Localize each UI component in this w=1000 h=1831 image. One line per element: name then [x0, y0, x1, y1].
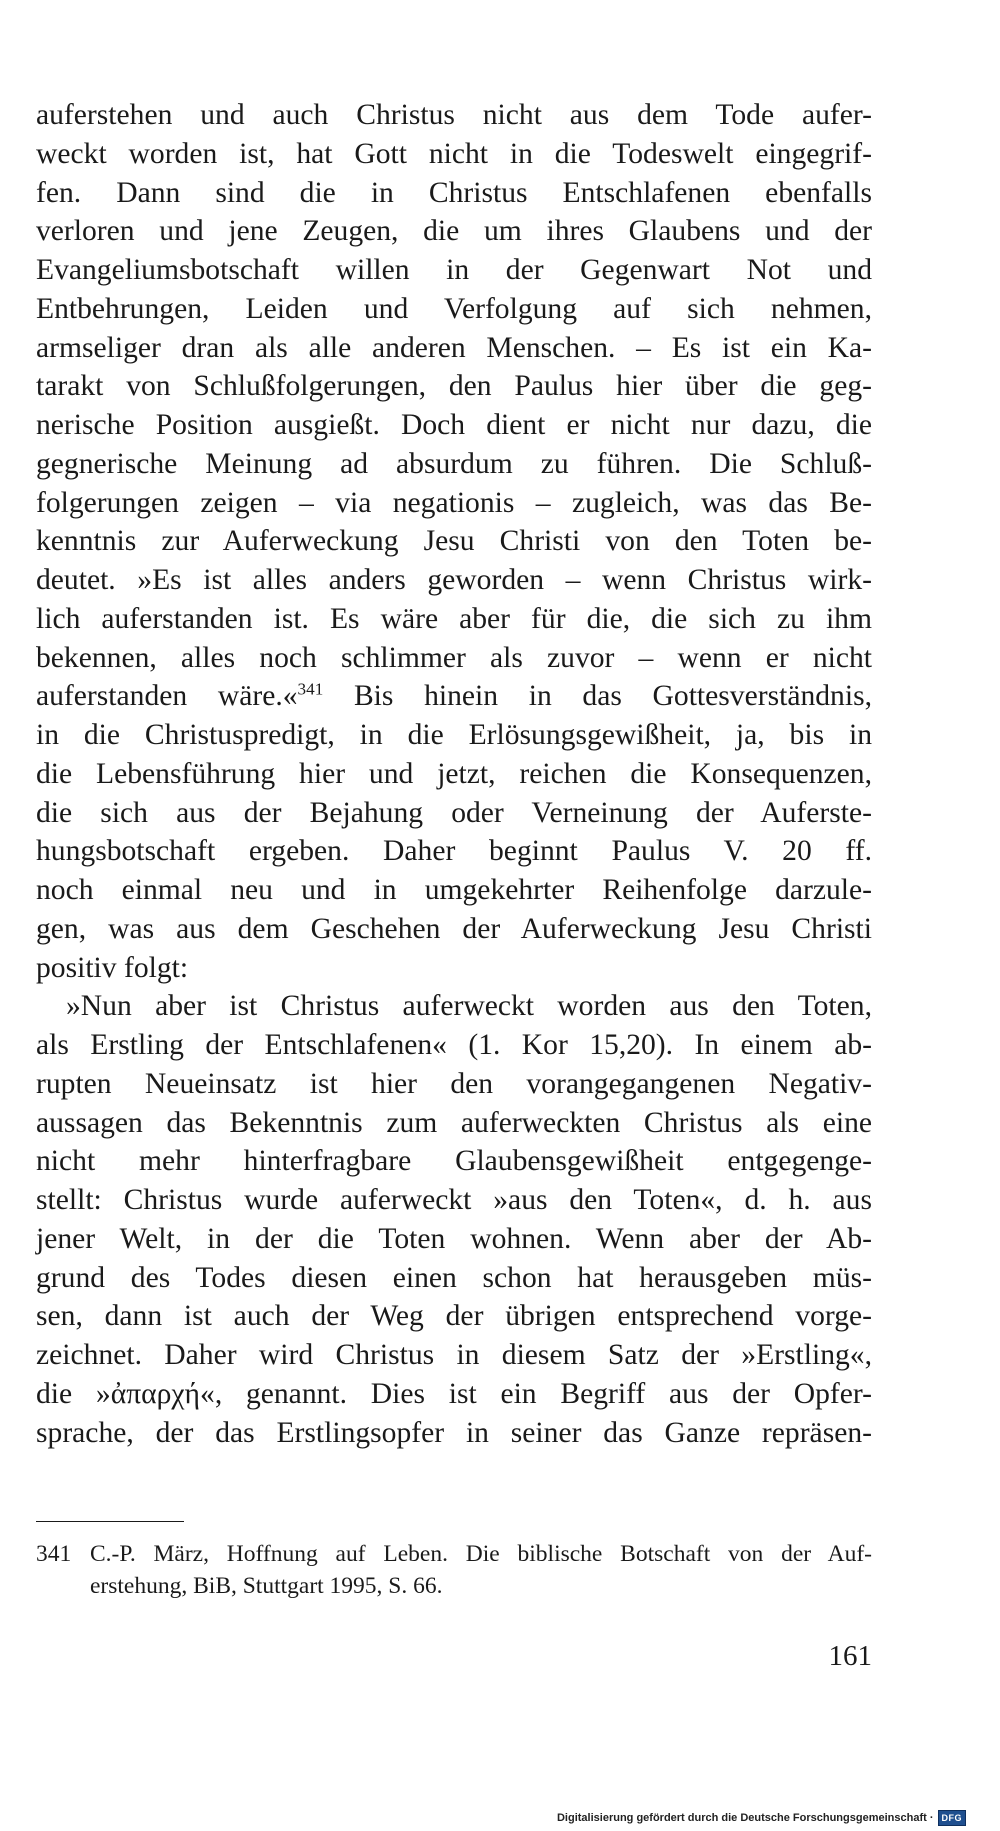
text-line: folgerungen zeigen – via negationis – zugleich, was das Be-: [36, 486, 872, 519]
text-line: nicht mehr hinterfragbare Glaubensgewißheit entgegenge-: [36, 1145, 872, 1178]
dfg-logo-icon: DFG: [938, 1810, 967, 1826]
text-line: fen. Dann sind die in Christus Entschlafenen ebenfalls: [36, 176, 872, 209]
text-line: Evangeliumsbotschaft willen in der Gegenwart Not und: [36, 254, 872, 286]
footnote: [36, 1538, 872, 1602]
text-line: hungsbotschaft ergeben. Daher beginnt Paulus V. 20 ff.: [36, 835, 872, 868]
text-line: aussagen das Bekenntnis zum auferweckten Christus als eine: [36, 1106, 872, 1139]
text-line: armseliger dran als alle anderen Menschen. – Es ist ein Ka-: [36, 331, 872, 364]
text-line-with-footnote-ref: [36, 677, 872, 716]
text-line: verloren und jene Zeugen, die um ihres Glaubens und der: [36, 215, 872, 248]
text-line: Entbehrungen, Leiden und Verfolgung auf sich nehmen,: [36, 292, 872, 325]
text-fragment: Bis hinein in das Gottesverständnis,: [323, 680, 872, 713]
digitization-credit: [557, 1809, 966, 1827]
text-line: noch einmal neu und in umgekehrter Reihenfolge darzule-: [36, 874, 872, 906]
text-line: zeichnet. Daher wird Christus in diesem Satz der »Erstling«,: [36, 1339, 872, 1371]
page-number: 161: [828, 1640, 872, 1672]
text-line: kenntnis zur Auferweckung Jesu Christi von den Toten be-: [36, 525, 872, 558]
text-line: jener Welt, in der die Toten wohnen. Wenn aber der Ab-: [36, 1222, 872, 1255]
text-line: gen, was aus dem Geschehen der Auferweckung Jesu Christi: [36, 912, 872, 945]
text-line: tarakt von Schlußfolgerungen, den Paulus hier über die geg-: [36, 370, 872, 403]
text-line: sen, dann ist auch der Weg der übrigen entsprechend vorge-: [36, 1300, 872, 1333]
text-line: nerische Position ausgießt. Doch dient er nicht nur dazu, die: [36, 409, 872, 441]
footnote-line: erstehung, BiB, Stuttgart 1995, S. 66.: [90, 1573, 443, 1599]
text-line: auferstehen und auch Christus nicht aus dem Tode aufer-: [36, 99, 872, 131]
text-line: »Nun aber ist Christus auferweckt worden aus den Toten,: [66, 990, 872, 1023]
main-text: [36, 96, 872, 1452]
text-line: positiv folgt:: [36, 951, 189, 984]
text-line: sprache, der das Erstlingsopfer in seiner das Ganze repräsen-: [36, 1416, 872, 1449]
text-line: die »ἀπαρχή«, genannt. Dies ist ein Begriff aus der Opfer-: [36, 1377, 872, 1410]
footnote-divider: [36, 1521, 184, 1522]
text-line: als Erstling der Entschlafenen« (1. Kor 15,20). In einem ab-: [36, 1029, 872, 1061]
text-line: deutet. »Es ist alles anders geworden – wenn Christus wirk-: [36, 564, 872, 596]
footnote-reference: 341: [297, 679, 324, 699]
footnote-text: C.-P. März, Hoffnung auf Leben. Die biblische Botschaft von der Auf-: [90, 1541, 872, 1567]
text-line: stellt: Christus wurde auferweckt »aus den Toten«, d. h. aus: [36, 1184, 872, 1216]
text-fragment: auferstanden wäre.«: [36, 680, 298, 713]
footnote-number: 341: [36, 1541, 72, 1567]
text-line: weckt worden ist, hat Gott nicht in die Todeswelt eingegrif-: [36, 137, 872, 170]
text-line: in die Christuspredigt, in die Erlösungsgewißheit, ja, bis in: [36, 719, 872, 751]
credit-text: Digitalisierung gefördert durch die Deutsche Forschungsgemeinschaft ·: [556, 1812, 934, 1824]
text-line: grund des Todes diesen einen schon hat herausgeben müs-: [36, 1261, 872, 1294]
text-line: rupten Neueinsatz ist hier den vorangegangenen Negativ-: [36, 1067, 872, 1100]
text-line: bekennen, alles noch schlimmer als zuvor – wenn er nicht: [36, 641, 872, 674]
text-line: die sich aus der Bejahung oder Verneinung der Auferste-: [36, 796, 872, 829]
text-line: gegnerische Meinung ad absurdum zu führen. Die Schluß-: [36, 447, 872, 480]
footnote-line: [36, 1538, 872, 1570]
text-line: die Lebensführung hier und jetzt, reichen die Konsequenzen,: [36, 757, 872, 790]
text-line: lich auferstanden ist. Es wäre aber für die, die sich zu ihm: [36, 602, 872, 635]
